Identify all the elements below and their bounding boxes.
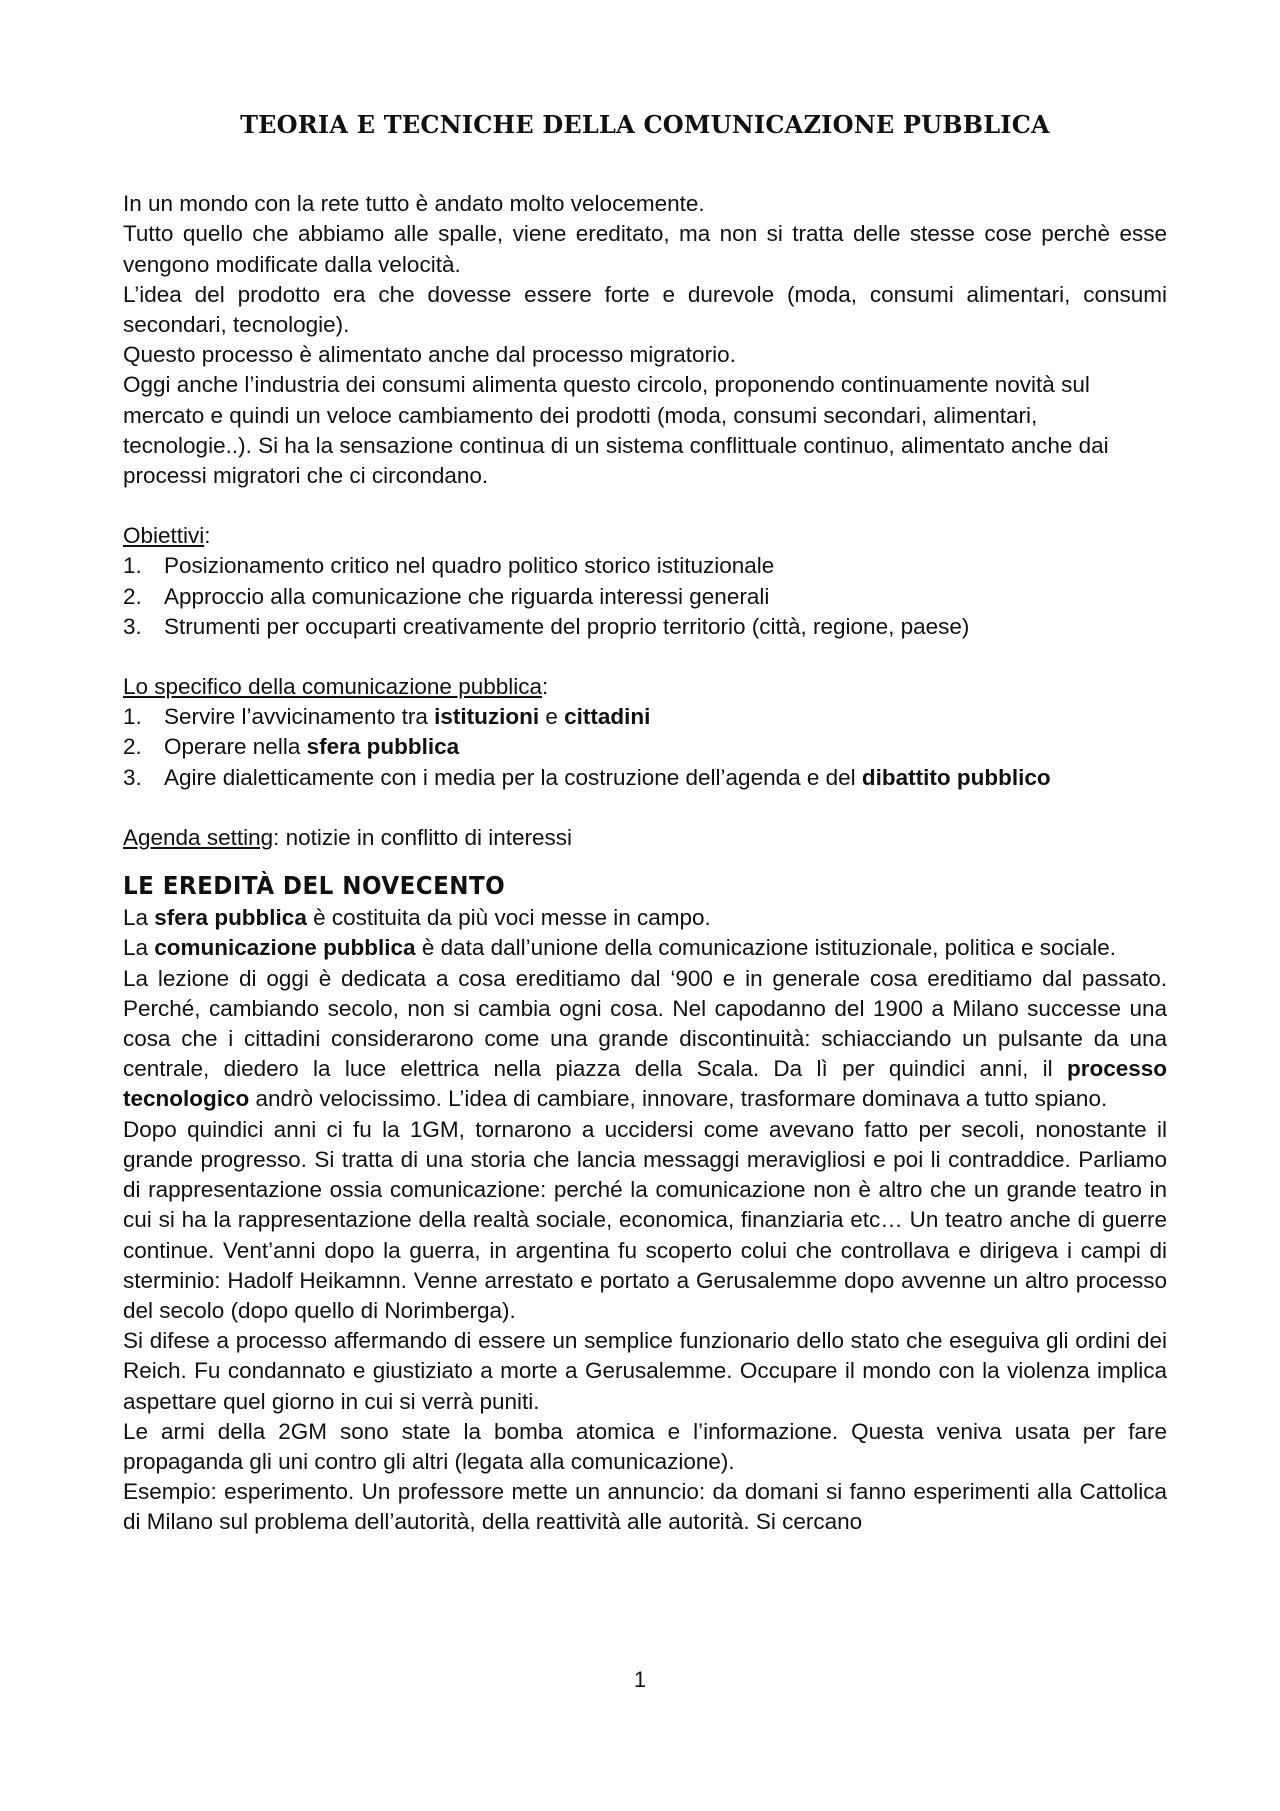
- body-paragraph: La sfera pubblica è costituita da più voci messe in campo.: [123, 905, 711, 931]
- list-item-text: Strumenti per occuparti creativamente del proprio territorio (città, regione, paese): [164, 613, 970, 639]
- list-item-text: e: [539, 704, 565, 730]
- intro-paragraph: Oggi anche l’industria dei consumi alimenta questo circolo, proponendo continuamente novità sul mercato e quindi un veloce cambiamento dei prodotti (moda, consumi secondari, alimentari, tecnologie..). Si ha la sensazione continua di un sistema conflittuale continuo, alimentato anche dai processi migratori che ci circondano.: [123, 372, 1109, 489]
- agenda-line: [123, 823, 1167, 853]
- bold-term: dibattito pubblico: [861, 764, 1051, 790]
- bold-term: cittadini: [564, 704, 651, 730]
- intro-paragraph: In un mondo con la rete tutto è andato molto velocemente.: [123, 191, 705, 217]
- intro-paragraph: Questo processo è alimentato anche dal processo migratorio.: [123, 342, 736, 368]
- list-item: 2. Approccio alla comunicazione che riguarda interessi generali: [123, 583, 770, 609]
- list-item: 3. Strumenti per occuparti creativamente del proprio territorio (città, regione, paese): [123, 613, 970, 639]
- agenda-text: : notizie in conflitto di interessi: [273, 824, 573, 850]
- body-paragraph: La lezione di oggi è dedicata a cosa ereditiamo dal ‘900 e in generale cosa ereditiamo dal passato. Perché, cambiando secolo, non si cambia ogni cosa. Nel capodanno del 1900 a Milano successe una cosa che i cittadini considerarono come una grande discontinuità: schiacciando un pulsante da una centrale, diedero la luce elettrica nella piazza della Scala. Da lì per quindici anni, il processo tecnologico andrò velocissimo. L’idea di cambiare, innovare, trasformare dominava a tutto spiano.: [123, 965, 1167, 1112]
- body-paragraph: Dopo quindici anni ci fu la 1GM, tornarono a uccidersi come avevano fatto per secoli, nonostante il grande progresso. Si tratta di una storia che lancia messaggi meravigliosi e poi li contraddice. Parliamo di rappresentazione ossia comunicazione: perché la comunicazione non è altro che un grande teatro in cui si ha la rappresentazione della realtà sociale, economica, finanziaria etc… Un teatro anche di guerre continue. Vent’anni dopo la guerra, in argentina fu scoperto colui che controllava e dirigeva i campi di sterminio: Hadolf Heikamnn. Venne arrestato e portato a Gerusalemme dopo avvenne un altro processo del secolo (dopo quello di Norimberga).: [123, 1116, 1167, 1323]
- bold-term: processo tecnologico: [123, 1056, 1167, 1112]
- document-title: TEORIA E TECNICHE DELLA COMUNICAZIONE PUBBLICA: [240, 110, 1050, 139]
- bold-term: sfera pubblica: [306, 734, 460, 760]
- list-item: 1. Posizionamento critico nel quadro politico storico istituzionale: [123, 553, 775, 579]
- list-item: 2. Operare nella sfera pubblica: [123, 734, 460, 760]
- agenda-label: Agenda setting: [123, 824, 274, 850]
- objectives-heading-label: Obiettivi: [123, 523, 205, 549]
- specifico-list: [123, 702, 1167, 793]
- document-page: [123, 110, 1167, 1538]
- page-number: 1: [633, 1667, 647, 1692]
- objectives-heading: Obiettivi:: [123, 523, 211, 549]
- list-item-text: Agire dialetticamente con i media per la costruzione dell’agenda e del: [164, 764, 862, 790]
- body-paragraph: La comunicazione pubblica è data dall’unione della comunicazione istituzionale, politica e sociale.: [123, 935, 1117, 961]
- bold-term: sfera pubblica: [154, 905, 307, 931]
- body-paragraph: Si difese a processo affermando di essere un semplice funzionario dello stato che eseguiva gli ordini dei Reich. Fu condannato e giustiziato a morte a Gerusalemme. Occupare il mondo con la violenza implica aspettare quel giorno in cui si verrà puniti.: [123, 1328, 1167, 1414]
- body-paragraph: Le armi della 2GM sono state la bomba atomica e l’informazione. Questa veniva usata per fare propaganda gli uni contro gli altri (legata alla comunicazione).: [123, 1418, 1167, 1474]
- list-item-text: Posizionamento critico nel quadro politico storico istituzionale: [164, 553, 775, 579]
- specifico-heading-label: Lo specifico della comunicazione pubblica: [123, 674, 543, 700]
- objectives-list: [123, 551, 1167, 642]
- intro-paragraph: L’idea del prodotto era che dovesse essere forte e durevole (moda, consumi alimentari, consumi secondari, tecnologie).: [123, 281, 1167, 338]
- list-item-text: Approccio alla comunicazione che riguarda interessi generali: [164, 583, 770, 609]
- list-item: 1. Servire l’avvicinamento tra istituzioni e cittadini: [123, 704, 651, 730]
- list-item-text: Servire l’avvicinamento tra: [164, 704, 435, 730]
- specifico-heading: Lo specifico della comunicazione pubblica:: [123, 674, 549, 700]
- bold-term: istituzioni: [434, 704, 540, 730]
- bold-term: comunicazione pubblica: [154, 935, 416, 961]
- intro-paragraph: Tutto quello che abbiamo alle spalle, viene ereditato, ma non si tratta delle stesse cose perchè esse vengono modificate dalla velocità.: [123, 221, 1167, 277]
- list-item-text: Operare nella: [164, 734, 307, 760]
- section-title: LE EREDITÀ DEL NOVECENTO: [123, 871, 506, 901]
- list-item: 3. Agire dialetticamente con i media per la costruzione dell’agenda e del dibattito pubblico: [123, 764, 1051, 790]
- body-paragraph: Esempio: esperimento. Un professore mette un annuncio: da domani si fanno esperimenti alla Cattolica di Milano sul problema dell’autorità, della reattività alle autorità. Si cercano: [123, 1479, 1167, 1535]
